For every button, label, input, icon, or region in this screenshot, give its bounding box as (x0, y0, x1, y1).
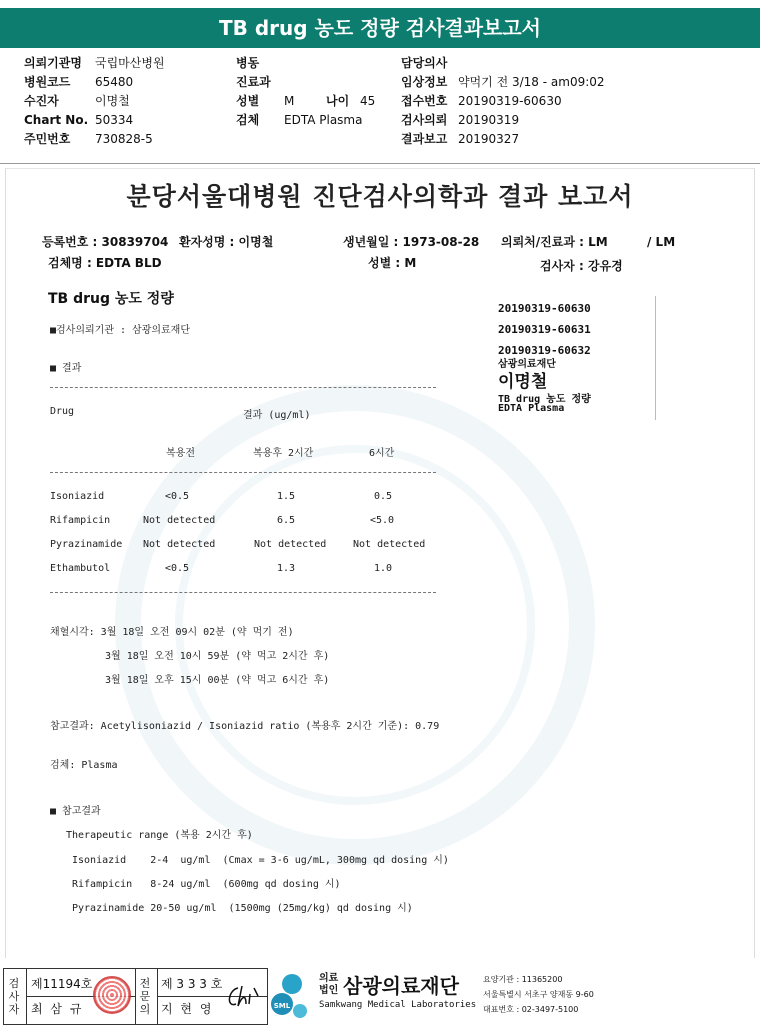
table-row-drug: Rifampicin (50, 515, 111, 526)
header-row-report-date: 결과보고 20190327 (401, 132, 520, 146)
label-specimen: EDTA Plasma (498, 403, 565, 414)
sml-logo-icon (270, 971, 314, 1023)
table-cell-pre: <0.5 (165, 563, 190, 574)
reference-heading: ■ 참고결과 (50, 806, 101, 817)
inspector-license: 제11194호 (31, 977, 93, 991)
table-cell-6h: 1.0 (374, 563, 393, 574)
therapeutic-range-item: Pyrazinamide 20-50 ug/ml (1500mg (25mg/kg) qd dosing 시) (72, 903, 413, 914)
table-cell-pre: <0.5 (165, 491, 190, 502)
specimen-label-block (494, 296, 656, 420)
header-row-hospital-code: 병원코드 65480 (24, 75, 134, 89)
tester-name: 검사자 : 강유경 (540, 259, 623, 273)
specimen-id: 20190319-60630 (498, 302, 591, 315)
facility-code: 요양기관 : 11365200 (483, 975, 563, 984)
table-row-drug: Ethambutol (50, 563, 111, 574)
header-row-doctor: 담당의사 (401, 56, 448, 70)
therapeutic-range-item: Rifampicin 8-24 ug/ml (600mg qd dosing 시) (72, 879, 341, 890)
header-column-3 (401, 54, 605, 149)
header-row-patient: 수진자 이명철 (24, 94, 130, 108)
age-value: 45 (360, 94, 376, 108)
label-org: 삼광의료재단 (498, 359, 556, 370)
header-row-ward: 병동 (236, 56, 260, 70)
label-inspector-vertical: 검 사 자 (8, 977, 20, 1016)
registration-no: 등록번호 : 30839704 (42, 235, 169, 249)
org-address: 서울특별시 서초구 양재동 9-60 (483, 990, 594, 999)
table-header-rule (50, 472, 436, 473)
specimen-name: 검체명 : EDTA BLD (48, 256, 162, 270)
header-column-2 (236, 54, 375, 130)
table-cell-2h: 6.5 (277, 515, 296, 526)
table-cell-pre: Not detected (143, 515, 216, 526)
table-cell-2h: 1.5 (277, 491, 296, 502)
sampling-time: 채혈시각: 3월 18일 오전 09시 02분 (약 먹기 전) (50, 627, 294, 638)
requesting-department: 의뢰처/진료과 : LM (501, 235, 608, 249)
column-result: 결과 (ug/ml) (243, 410, 311, 421)
header-row-chart-no: Chart No. 50334 (24, 113, 134, 127)
sampling-time: 3월 18일 오후 15시 00분 (약 먹고 6시간 후) (105, 675, 330, 686)
column-6h: 6시간 (369, 448, 395, 459)
header-row-receipt-no: 접수번호 20190319-60630 (401, 94, 562, 108)
table-row-drug: Isoniazid (50, 491, 105, 502)
reference-result: 참고결과: Acetylisoniazid / Isoniazid ratio (복용후 2시간 기준): 0.79 (50, 721, 440, 732)
age-label: 나이 (326, 94, 350, 108)
specialist-name: 지 현 영 (161, 1002, 214, 1016)
org-english-name: Samkwang Medical Laboratories (319, 1000, 477, 1010)
specimen-id: 20190319-60631 (498, 323, 591, 336)
table-cell-2h: Not detected (254, 539, 327, 550)
patient-sex: 성별 : M (368, 256, 417, 270)
report-title: 분당서울대병원 진단검사의학과 결과 보고서 (126, 182, 634, 211)
therapeutic-range-title: Therapeutic range (복용 2시간 후) (66, 830, 253, 841)
header-row-sex: 성별 M 나이 45 (236, 92, 375, 111)
table-cell-6h: 0.5 (374, 491, 393, 502)
specimen-id: 20190319-60632 (498, 344, 591, 357)
column-drug: Drug (50, 406, 75, 417)
table-row-drug: Pyrazinamide (50, 539, 123, 550)
header-row-specimen: 검체 EDTA Plasma (236, 113, 363, 127)
org-phone: 대표번호 : 02-3497-5100 (483, 1005, 579, 1014)
date-of-birth: 생년월일 : 1973-08-28 (343, 235, 480, 249)
specialist-license: 제 3 3 3 호 (161, 977, 223, 991)
header-row-clinical-info: 임상정보 약먹기 전 3/18 - am09:02 (401, 75, 605, 89)
corp-prefix: 의료 법인 (319, 973, 339, 996)
table-cell-pre: Not detected (143, 539, 216, 550)
column-2h: 복용후 2시간 (253, 448, 314, 459)
org-name: 삼광의료재단 (343, 974, 459, 998)
table-cell-6h: <5.0 (370, 515, 395, 526)
header-row-resident-no: 주민번호 730828-5 (24, 132, 153, 146)
label-patient-name: 이명철 (498, 372, 548, 392)
specimen-line: 검체: Plasma (50, 760, 118, 771)
inspector-name: 최 삼 규 (31, 1002, 84, 1016)
table-cell-6h: Not detected (353, 539, 426, 550)
header-row-department: 진료과 (236, 75, 271, 89)
header-row-institution: 의뢰기관명 국립마산병원 (24, 56, 165, 70)
report-banner-title: TB drug 농도 정량 검사결과보고서 (0, 8, 760, 48)
therapeutic-range-item: Isoniazid 2-4 ug/ml (Cmax = 3-6 ug/mL, 300mg qd dosing 시) (72, 855, 449, 866)
result-heading: ■ 결과 (50, 363, 82, 374)
requesting-department-2: / LM (647, 235, 676, 249)
table-cell-2h: 1.3 (277, 563, 296, 574)
official-seal (93, 976, 131, 1014)
patient-name: 환자성명 : 이명철 (179, 235, 274, 249)
table-top-rule (50, 387, 436, 388)
signature-icon (222, 982, 262, 1012)
sml-logo-text: SML (273, 1002, 291, 1010)
header-divider (0, 163, 760, 164)
column-pre-dose: 복용전 (166, 448, 195, 459)
sampling-time: 3월 18일 오전 10시 59분 (약 먹고 2시간 후) (105, 651, 330, 662)
section-title: TB drug 농도 정량 (48, 291, 174, 307)
label-specialist-vertical: 전 문 의 (139, 977, 151, 1016)
requesting-institution: ■검사의뢰기관 : 삼광의료재단 (50, 325, 191, 336)
table-bottom-rule (50, 592, 436, 593)
label-test-name: TB drug 농도 정량 (498, 394, 591, 405)
header-column-1 (24, 54, 165, 149)
header-row-request-date: 검사의뢰 20190319 (401, 113, 520, 127)
